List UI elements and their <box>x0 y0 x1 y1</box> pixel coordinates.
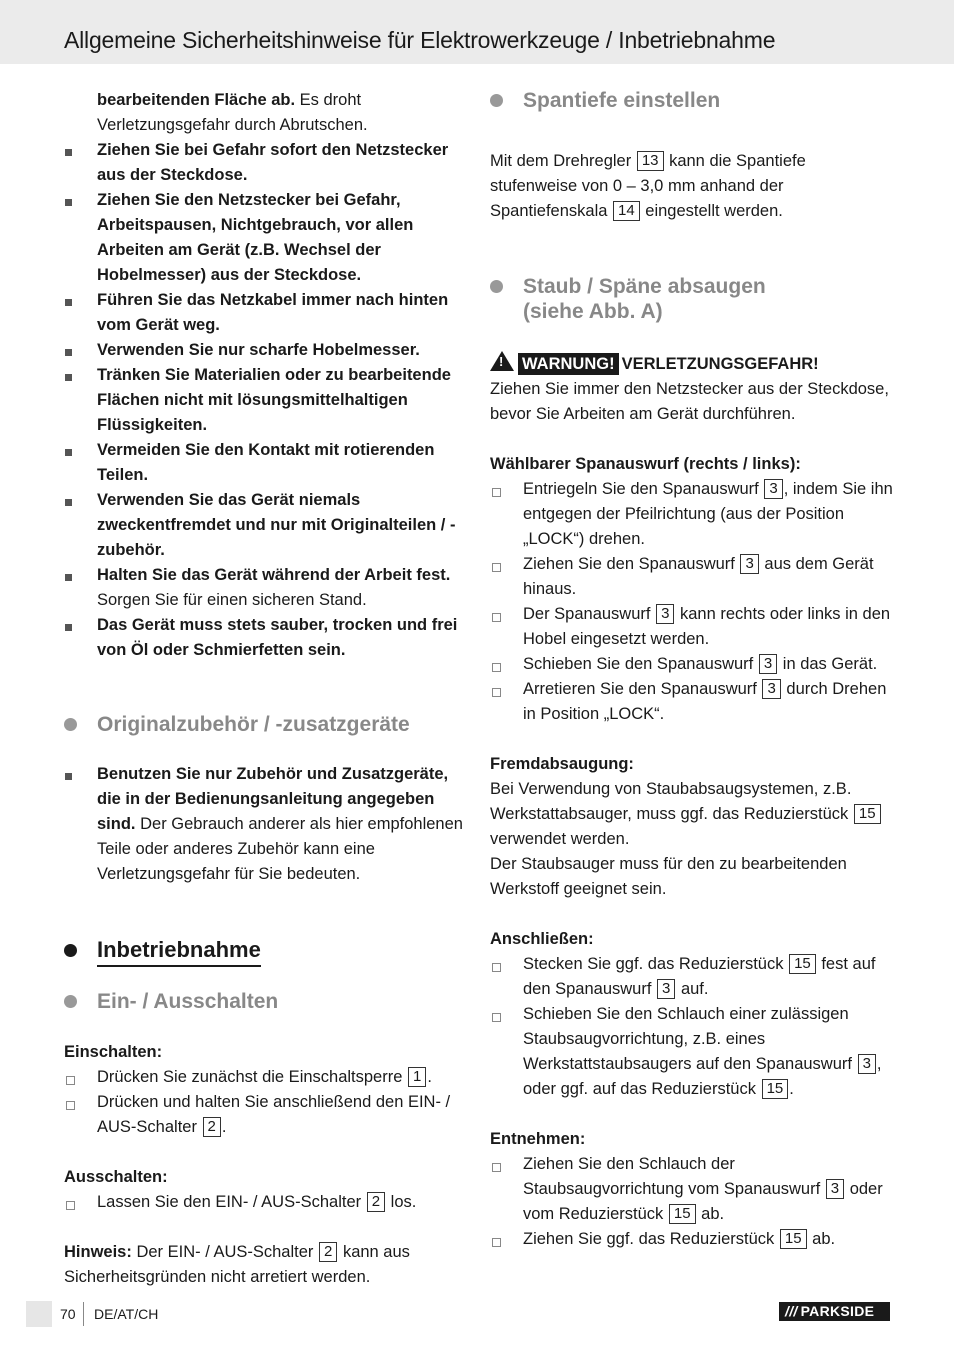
depth-text-3: eingestellt werden. <box>640 202 783 220</box>
connect-label: Anschließen: <box>490 930 594 948</box>
hold-text: Sorgen Sie für einen sicheren Stand. <box>97 591 367 609</box>
continued-text: Es droht Verletzungsgefahr durch Abrutschen. <box>97 91 368 134</box>
ref-2: 2 <box>367 1192 385 1212</box>
external-extraction-label: Fremdabsaugung: <box>490 755 634 773</box>
ref-3: 3 <box>762 679 780 699</box>
rem-step-1-c: ab. <box>696 1205 725 1223</box>
heading-dust-line-1: Staub / Späne absaugen <box>523 275 766 298</box>
ref-15: 15 <box>789 954 816 974</box>
eject-step-1-b: , indem Sie ihn entgegen der Pfeilrichtung (aus der Position „LOCK“) drehen. <box>523 480 893 548</box>
depth-text-1: Mit dem Drehregler <box>490 152 632 170</box>
ref-3: 3 <box>656 604 674 624</box>
note-text: Der EIN- / AUS-Schalter <box>131 1243 314 1261</box>
footer-marker <box>26 1301 52 1327</box>
ref-3: 3 <box>759 654 777 674</box>
switch-on-step-1-text: Drücken Sie zunächst die Einschaltsperre <box>97 1068 403 1086</box>
eject-step-5-a: Arretieren Sie den Spanauswurf <box>523 680 757 698</box>
ref-3: 3 <box>858 1054 876 1074</box>
warning-text: Ziehen Sie immer den Netzstecker aus der Steckdose, bevor Sie Arbeiten am Gerät durchführen. <box>490 380 889 423</box>
accessories-text: Der Gebrauch anderer als hier empfohlenen Teile oder anderes Zubehör kann eine Verletzungsgefahr für Sie bedeuten. <box>97 815 463 883</box>
chip-ejector-step-2 <box>490 552 894 602</box>
right-column <box>490 88 894 1252</box>
eject-step-4-a: Schieben Sie den Spanauswurf <box>523 655 754 673</box>
switch-off-step <box>64 1190 464 1215</box>
bullet-cable-back: Führen Sie das Netzkabel immer nach hinten vom Gerät weg. <box>64 288 464 338</box>
warning-badge: WARNUNG! <box>518 353 619 375</box>
left-column <box>64 88 464 1290</box>
ref-15: 15 <box>669 1204 696 1224</box>
ref-3: 3 <box>826 1179 844 1199</box>
footer-language: DE/AT/CH <box>94 1306 159 1322</box>
note-paragraph <box>64 1240 464 1290</box>
bullet-original-parts: Verwenden Sie das Gerät niemals zweckentfremdet und nur mit Originalteilen / -zubehör. <box>64 488 464 563</box>
hold-bold: Halten Sie das Gerät während der Arbeit fest. <box>97 566 451 584</box>
note-end: kann aus Sicherheitsgründen nicht arretiert werden. <box>64 1243 410 1286</box>
external-extraction-text <box>490 777 894 852</box>
page-header <box>0 0 954 64</box>
switch-off-label: Ausschalten: <box>64 1168 168 1186</box>
continued-paragraph <box>64 88 464 138</box>
depth-text-2: kann die Spantiefe stufenweise von 0 – 3,0 mm anhand der Spantiefenskala <box>490 152 806 220</box>
bullet-keep-clean: Das Gerät muss stets sauber, trocken und frei von Öl oder Schmierfetten sein. <box>64 613 464 663</box>
rem-step-1-a: Ziehen Sie den Schlauch der Staubsaugvorrichtung vom Spanauswurf <box>523 1155 821 1198</box>
conn-step-2-a: Schieben Sie den Schlauch einer zulässigen Staubsaugvorrichtung, z.B. eines Werkstattstaubsaugers auf den Spanauswurf <box>523 1005 852 1073</box>
ext-text-2: verwendet werden. <box>490 830 630 848</box>
heading-commissioning-text: Inbetriebnahme <box>97 936 261 967</box>
bullet-no-solvents: Tränken Sie Materialien oder zu bearbeitende Flächen nicht mit lösungsmittelhaltigen Flüssigkeiten. <box>64 363 464 438</box>
eject-step-2-a: Ziehen Sie den Spanauswurf <box>523 555 735 573</box>
depth-paragraph <box>490 149 894 224</box>
remove-step-2 <box>490 1227 894 1252</box>
connect-step-2 <box>490 1002 894 1102</box>
brand-logo <box>779 1302 890 1321</box>
remove-step-1 <box>490 1152 894 1227</box>
footer-divider <box>83 1302 84 1326</box>
switch-on-label: Einschalten: <box>64 1043 163 1061</box>
connect-step-1 <box>490 952 894 1002</box>
conn-step-2-c: . <box>789 1080 794 1098</box>
chip-ejector-step-4 <box>490 652 894 677</box>
conn-step-2-b: , oder ggf. auf das Reduzierstück <box>523 1055 882 1098</box>
ref-15: 15 <box>854 804 881 824</box>
heading-commissioning <box>64 936 464 967</box>
ref-3: 3 <box>740 554 758 574</box>
bullet-rotating-parts: Vermeiden Sie den Kontakt mit rotierenden Teilen. <box>64 438 464 488</box>
rem-step-1-b: oder vom Reduzierstück <box>523 1180 883 1223</box>
brand-name: PARKSIDE <box>800 1303 875 1319</box>
ref-3: 3 <box>657 979 675 999</box>
chip-ejector-step-3 <box>490 602 894 652</box>
switch-off-step-end: los. <box>386 1193 417 1211</box>
chip-ejector-step-1 <box>490 477 894 552</box>
warning-title: VERLETZUNGSGEFAHR! <box>621 355 819 373</box>
remove-label: Entnehmen: <box>490 1130 586 1148</box>
ref-2: 2 <box>319 1242 337 1262</box>
warning-line <box>490 351 819 377</box>
ref-15: 15 <box>762 1079 789 1099</box>
heading-on-off: Ein- / Ausschalten <box>64 989 464 1014</box>
conn-step-1-c: auf. <box>676 980 709 998</box>
conn-step-1-b: fest auf den Spanauswurf <box>523 955 876 998</box>
continued-bold: bearbeitenden Fläche ab. <box>97 91 296 109</box>
eject-step-3-b: kann rechts oder links in den Hobel eingesetzt werden. <box>523 605 891 648</box>
ref-14: 14 <box>613 201 640 221</box>
ref-3: 3 <box>764 479 782 499</box>
ref-2: 2 <box>203 1117 221 1137</box>
chip-ejector-label: Wählbarer Spanauswurf (rechts / links): <box>490 455 801 473</box>
page-title: Allgemeine Sicherheitshinweise für Elektrowerkzeuge / Inbetriebnahme <box>64 27 776 53</box>
eject-step-3-a: Der Spanauswurf <box>523 605 651 623</box>
heading-accessories: Originalzubehör / -zusatzgeräte <box>64 712 464 737</box>
bullet-accessories <box>64 762 464 887</box>
ref-15: 15 <box>780 1229 807 1249</box>
heading-dust-extraction <box>490 274 894 324</box>
conn-step-1-a: Stecken Sie ggf. das Reduzierstück <box>523 955 784 973</box>
rem-step-2-a: Ziehen Sie ggf. das Reduzierstück <box>523 1230 775 1248</box>
rem-step-2-b: ab. <box>807 1230 836 1248</box>
bullet-sharp-blades: Verwenden Sie nur scharfe Hobelmesser. <box>64 338 464 363</box>
ext-text-1: Bei Verwendung von Staubabsaugsystemen, z.B. Werkstattabsauger, muss ggf. das Reduzierstück <box>490 780 852 823</box>
note-label: Hinweis: <box>64 1243 132 1261</box>
bullet-hold-firmly <box>64 563 464 613</box>
eject-step-4-b: in das Gerät. <box>778 655 878 673</box>
eject-step-1-a: Entriegeln Sie den Spanauswurf <box>523 480 759 498</box>
warning-triangle-icon: ! <box>490 351 514 371</box>
accessories-bold: Benutzen Sie nur Zubehör und Zusatzgeräte, die in der Bedienungsanleitung angegeben sind. <box>97 765 449 833</box>
heading-dust-line-2: (siehe Abb. A) <box>523 300 663 323</box>
bullet-unplug-danger: Ziehen Sie bei Gefahr sofort den Netzstecker aus der Steckdose. <box>64 138 464 188</box>
eject-step-5-b: durch Drehen in Position „LOCK“. <box>523 680 887 723</box>
switch-on-step-2-text: Drücken und halten Sie anschließend den EIN- / AUS-Schalter <box>97 1093 451 1136</box>
eject-step-2-b: aus dem Gerät hinaus. <box>523 555 874 598</box>
external-extraction-text-2: Der Staubsauger muss für den zu bearbeitenden Werkstoff geeignet sein. <box>490 855 847 898</box>
page-number: 70 <box>60 1306 76 1322</box>
heading-cutting-depth: Spantiefe einstellen <box>490 88 894 113</box>
switch-off-step-text: Lassen Sie den EIN- / AUS-Schalter <box>97 1193 362 1211</box>
chip-ejector-step-5 <box>490 677 894 727</box>
ref-1: 1 <box>408 1067 426 1087</box>
switch-on-step-2: Drücken und halten Sie anschließend den EIN- / AUS-Schalter 2 . <box>64 1090 464 1140</box>
switch-on-step-1: Drücken Sie zunächst die Einschaltsperre 1 . <box>64 1065 464 1090</box>
ref-13: 13 <box>637 151 664 171</box>
bullet-unplug-breaks: Ziehen Sie den Netzstecker bei Gefahr, Arbeitspausen, Nichtgebrauch, vor allen Arbeiten am Gerät (z.B. Wechsel der Hobelmesser) aus der Steckdose. <box>64 188 464 288</box>
brand-stripes-icon: /// <box>785 1303 798 1319</box>
